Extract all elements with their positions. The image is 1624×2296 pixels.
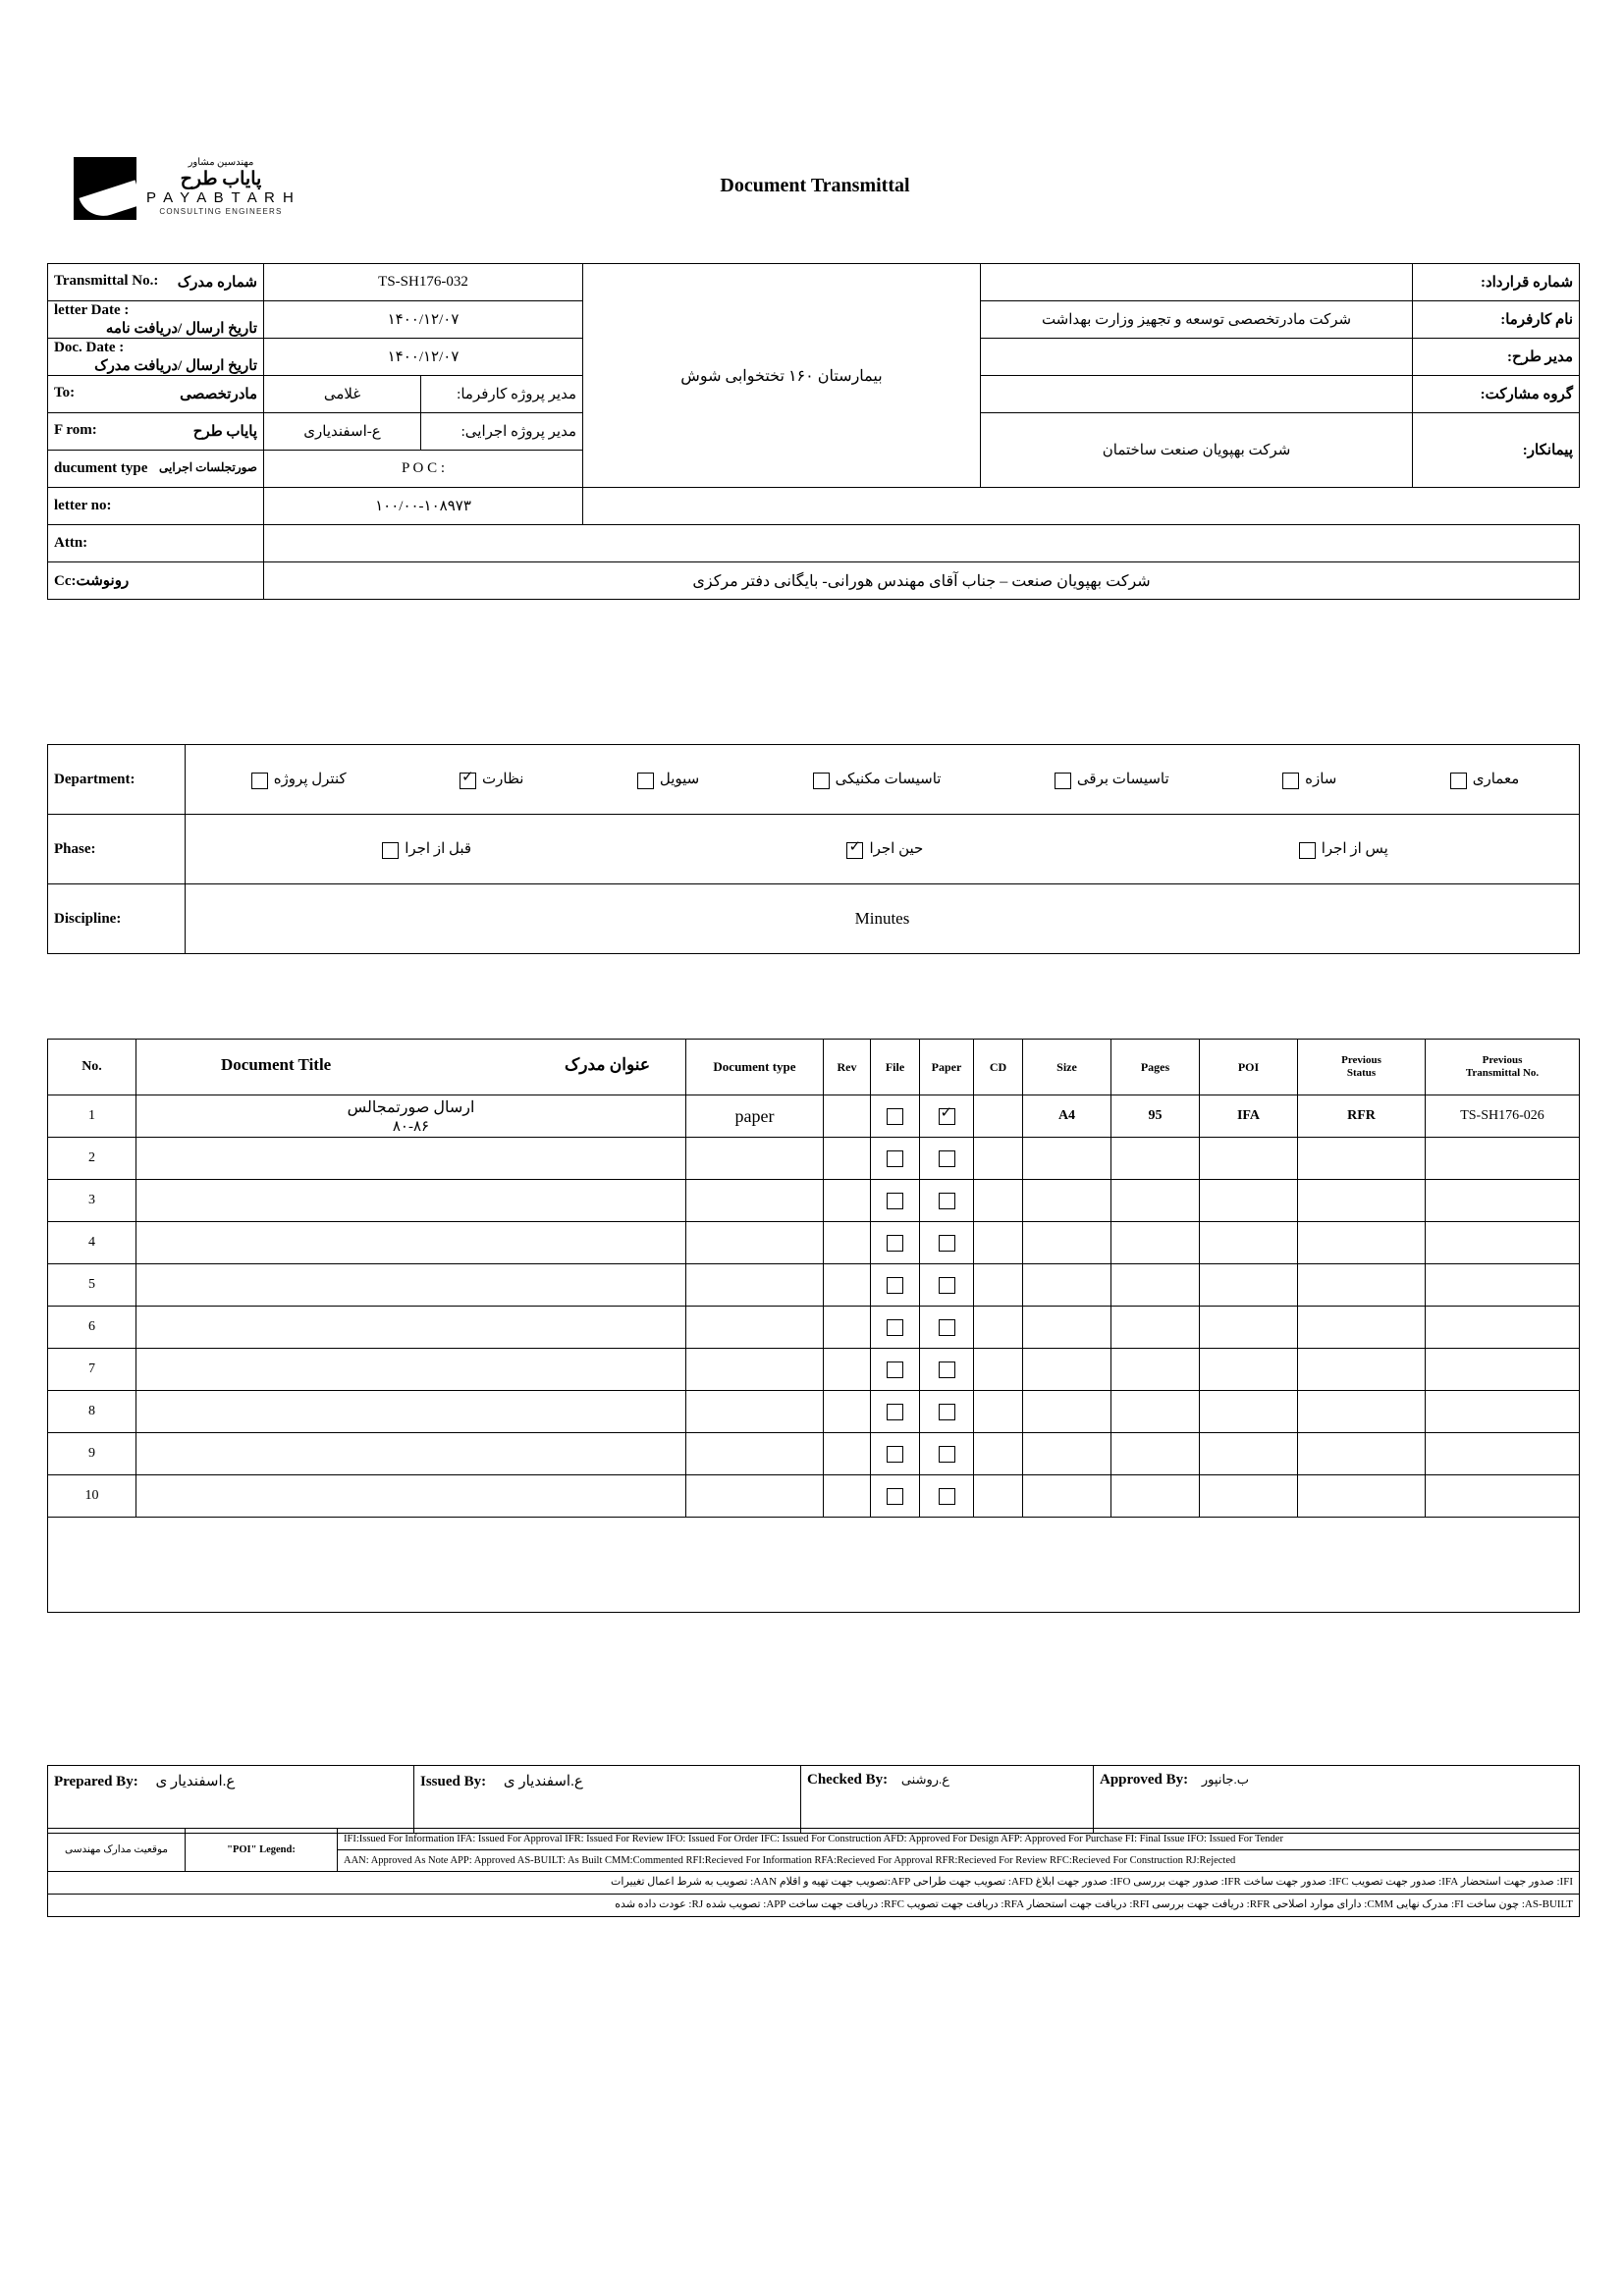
row-7-size[interactable] <box>1023 1349 1111 1391</box>
label-document-type-en: ducument type <box>54 460 148 476</box>
row-4-size[interactable] <box>1023 1222 1111 1264</box>
row-3-rev[interactable] <box>824 1180 871 1222</box>
row-3-paper[interactable] <box>920 1180 974 1222</box>
row-2-title[interactable] <box>136 1138 686 1180</box>
row-4-previous-transmittal[interactable] <box>1426 1222 1580 1264</box>
row-10-cd[interactable] <box>974 1475 1023 1518</box>
row-5-file-checkbox[interactable] <box>887 1277 903 1294</box>
label-to <box>48 376 264 413</box>
label-letter-date <box>48 301 264 339</box>
header-previous-status <box>1298 1040 1426 1095</box>
row-8-pages[interactable] <box>1111 1391 1200 1433</box>
row-9-previous-transmittal[interactable] <box>1426 1433 1580 1475</box>
header-poi: POI <box>1200 1040 1298 1095</box>
value-project-manager <box>981 339 1413 376</box>
row-3-title[interactable] <box>136 1180 686 1222</box>
row-8-cd[interactable] <box>974 1391 1023 1433</box>
row-4-paper-checkbox[interactable] <box>939 1235 955 1252</box>
logo-line-4: CONSULTING ENGINEERS <box>159 206 283 216</box>
row-3-cd[interactable] <box>974 1180 1023 1222</box>
signature-approved-by-value: ب.جانپور <box>1201 1772 1249 1787</box>
dept-checkbox-structure[interactable] <box>1282 773 1299 789</box>
logo-line-2: پایاب طرح <box>180 168 262 189</box>
dept-checkbox-electrical[interactable] <box>1055 773 1071 789</box>
header-document-title-fa: عنوان مدرک <box>565 1054 650 1074</box>
department-row <box>48 745 1580 815</box>
value-discipline: Minutes <box>186 884 1580 954</box>
header-previous-transmittal-l2: Transmittal No. <box>1465 1067 1540 1079</box>
row-6-poi[interactable] <box>1200 1307 1298 1349</box>
row-4-title[interactable] <box>136 1222 686 1264</box>
row-1-paper[interactable] <box>920 1095 974 1138</box>
row-8-paper-checkbox[interactable] <box>939 1404 955 1420</box>
row-8-file-checkbox[interactable] <box>887 1404 903 1420</box>
row-1-poi: IFA <box>1200 1095 1298 1138</box>
row-1-cd <box>974 1095 1023 1138</box>
row-7-doc-type[interactable] <box>686 1349 824 1391</box>
phase-options <box>186 815 1580 884</box>
row-9-pages[interactable] <box>1111 1433 1200 1475</box>
label-employer-name: نام کارفرما: <box>1413 301 1580 339</box>
dept-option-structure[interactable] <box>1276 770 1336 788</box>
row-6-previous-status[interactable] <box>1298 1307 1426 1349</box>
value-letter-no: ۱۰۰/۰۰-۱۰۸۹۷۳ <box>264 488 583 525</box>
value-contractor: شرکت بهپویان صنعت ساختمان <box>981 413 1413 488</box>
dept-option-architecture[interactable] <box>1444 770 1520 788</box>
label-department: Department: <box>48 745 186 815</box>
label-contract-no: شماره قرارداد: <box>1413 264 1580 301</box>
table-row <box>48 1475 1580 1518</box>
signature-checked-by-label: Checked By: <box>807 1772 889 1788</box>
row-9-rev[interactable] <box>824 1433 871 1475</box>
row-9-file[interactable] <box>871 1433 920 1475</box>
row-1-pages: 95 <box>1111 1095 1200 1138</box>
signature-approved-by <box>1094 1766 1580 1834</box>
row-10-title[interactable] <box>136 1475 686 1518</box>
dept-option-project-control[interactable] <box>245 770 347 788</box>
value-joint-venture <box>981 376 1413 413</box>
table-row <box>48 488 1580 525</box>
header-paper: Paper <box>920 1040 974 1095</box>
value-from: ع-اسفندیاری <box>264 413 421 451</box>
table-row <box>48 1264 1580 1307</box>
row-10-paper[interactable] <box>920 1475 974 1518</box>
row-2-file[interactable] <box>871 1138 920 1180</box>
row-4-file[interactable] <box>871 1222 920 1264</box>
header-document-type: Document type <box>686 1040 824 1095</box>
row-8-previous-status[interactable] <box>1298 1391 1426 1433</box>
row-2-no: 2 <box>48 1138 136 1180</box>
value-to: غلامی <box>264 376 421 413</box>
row-9-poi[interactable] <box>1200 1433 1298 1475</box>
table-row <box>48 1095 1580 1138</box>
row-6-size[interactable] <box>1023 1307 1111 1349</box>
label-contractor: پیمانکار: <box>1413 413 1580 488</box>
row-10-paper-checkbox[interactable] <box>939 1488 955 1505</box>
department-options <box>186 745 1580 815</box>
row-1-file[interactable] <box>871 1095 920 1138</box>
row-1-rev <box>824 1095 871 1138</box>
row-9-paper-checkbox[interactable] <box>939 1446 955 1463</box>
page-title: Document Transmittal <box>720 175 910 196</box>
signature-approved-by-label: Approved By: <box>1100 1772 1189 1788</box>
row-10-poi[interactable] <box>1200 1475 1298 1518</box>
table-row <box>48 1433 1580 1475</box>
row-5-cd[interactable] <box>974 1264 1023 1307</box>
header-previous-status-l1: Previous <box>1341 1054 1381 1067</box>
row-7-file[interactable] <box>871 1349 920 1391</box>
label-from-en: F rom: <box>54 422 97 438</box>
label-transmittal-no <box>48 264 264 301</box>
row-7-file-checkbox[interactable] <box>887 1362 903 1378</box>
row-4-no: 4 <box>48 1222 136 1264</box>
row-3-no: 3 <box>48 1180 136 1222</box>
dept-label-structure: سازه <box>1305 772 1337 788</box>
legend-en-line-1: IFI:Issued For Information IFA: Issued For Approval IFR: Issued For Review IFO: Issued For Order IFC: Issued For Construction AFD: Approved For Design AFP: Approved For Purchase FI: Final Issue IFO: Issued For Tender <box>338 1829 1580 1850</box>
phase-option-after[interactable] <box>1293 839 1388 858</box>
row-1-paper-checkbox[interactable] <box>939 1108 955 1125</box>
row-5-doc-type[interactable] <box>686 1264 824 1307</box>
dept-label-architecture: معماری <box>1472 772 1520 788</box>
value-employer-name: شرکت مادرتخصصی توسعه و تجهیز وزارت بهداشت <box>981 301 1413 339</box>
row-9-size[interactable] <box>1023 1433 1111 1475</box>
table-row <box>48 525 1580 562</box>
row-4-previous-status[interactable] <box>1298 1222 1426 1264</box>
label-to-fa: مادرتخصصی <box>180 387 257 402</box>
row-4-cd[interactable] <box>974 1222 1023 1264</box>
row-5-poi[interactable] <box>1200 1264 1298 1307</box>
notes-area[interactable] <box>48 1518 1580 1613</box>
label-joint-venture: گروه مشارکت: <box>1413 376 1580 413</box>
row-1-size: A4 <box>1023 1095 1111 1138</box>
legend-fa-line-2: AS-BUILT: چون ساخت FI: مدرک نهایی CMM: دارای موارد اصلاحی RFR: دریافت جهت بررسی RFI: دریافت جهت استحضار RFA: دریافت جهت تصویب RFC: دریافت جهت ساخت APP: تصویب شده RJ: عودت داده شده <box>48 1895 1580 1917</box>
signature-prepared-by-label: Prepared By: <box>54 1774 138 1789</box>
table-row <box>48 562 1580 600</box>
legend-row-fa-2 <box>48 1895 1580 1917</box>
row-4-doc-type[interactable] <box>686 1222 824 1264</box>
phase-option-before[interactable] <box>376 839 471 858</box>
label-executive-pm: مدیر پروژه اجرایی: <box>421 413 583 451</box>
row-7-title[interactable] <box>136 1349 686 1391</box>
dept-label-project-control: کنترل پروژه <box>273 772 347 788</box>
row-9-paper[interactable] <box>920 1433 974 1475</box>
label-letter-date-fa: تاریخ ارسال /دریافت نامه <box>105 320 257 337</box>
label-transmittal-no-fa: شماره مدرک <box>177 275 257 291</box>
dept-option-electrical[interactable] <box>1049 770 1169 788</box>
header-pages: Pages <box>1111 1040 1200 1095</box>
phase-label-before: قبل از اجرا <box>405 841 472 858</box>
legend-row-fa <box>48 1872 1580 1895</box>
dept-checkbox-mechanical[interactable] <box>813 773 830 789</box>
row-6-paper[interactable] <box>920 1307 974 1349</box>
logo-text <box>146 157 296 216</box>
row-6-previous-transmittal[interactable] <box>1426 1307 1580 1349</box>
phase-checkbox-after[interactable] <box>1299 842 1316 859</box>
row-4-file-checkbox[interactable] <box>887 1235 903 1252</box>
row-3-previous-status[interactable] <box>1298 1180 1426 1222</box>
row-4-pages[interactable] <box>1111 1222 1200 1264</box>
label-transmittal-no-en: Transmittal No.: <box>54 273 159 289</box>
signature-checked-by <box>801 1766 1094 1834</box>
header-file: File <box>871 1040 920 1095</box>
row-4-paper[interactable] <box>920 1222 974 1264</box>
row-8-size[interactable] <box>1023 1391 1111 1433</box>
project-name: بیمارستان ۱۶۰ تختخوابی شوش <box>680 367 883 385</box>
row-6-pages[interactable] <box>1111 1307 1200 1349</box>
label-discipline: Discipline: <box>48 884 186 954</box>
row-8-rev[interactable] <box>824 1391 871 1433</box>
signature-prepared-by-value: ع.اسفندیار ی <box>155 1774 236 1789</box>
label-employer-pm: مدیر پروژه کارفرما: <box>421 376 583 413</box>
document-header <box>59 157 1571 245</box>
label-phase: Phase: <box>48 815 186 884</box>
row-6-doc-type[interactable] <box>686 1307 824 1349</box>
table-row <box>48 1349 1580 1391</box>
label-from-fa: پایاب طرح <box>192 424 257 440</box>
logo-line-3: P A Y A B T A R H <box>146 189 296 207</box>
label-letter-no: letter no: <box>48 488 264 525</box>
phase-label-after: پس از اجرا <box>1321 841 1388 858</box>
phase-checkbox-before[interactable] <box>382 842 399 859</box>
row-2-file-checkbox[interactable] <box>887 1150 903 1167</box>
row-2-poi[interactable] <box>1200 1138 1298 1180</box>
label-to-en: To: <box>54 385 76 400</box>
row-5-rev[interactable] <box>824 1264 871 1307</box>
company-logo <box>74 157 296 220</box>
row-2-paper-checkbox[interactable] <box>939 1150 955 1167</box>
discipline-row <box>48 884 1580 954</box>
row-2-previous-transmittal[interactable] <box>1426 1138 1580 1180</box>
label-doc-date-fa: تاریخ ارسال /دریافت مدرک <box>94 357 257 374</box>
header-previous-status-l2: Status <box>1346 1067 1377 1079</box>
row-7-poi[interactable] <box>1200 1349 1298 1391</box>
row-1-doc-type: paper <box>686 1095 824 1138</box>
phase-label-during: حین اجرا <box>869 841 924 858</box>
row-4-poi[interactable] <box>1200 1222 1298 1264</box>
row-10-pages[interactable] <box>1111 1475 1200 1518</box>
row-6-title[interactable] <box>136 1307 686 1349</box>
dept-option-civil[interactable] <box>631 770 699 788</box>
table-row <box>48 1391 1580 1433</box>
header-previous-transmittal-l1: Previous <box>1482 1054 1523 1067</box>
label-project-manager: مدیر طرح: <box>1413 339 1580 376</box>
row-1-title[interactable] <box>136 1095 686 1138</box>
phase-option-during[interactable] <box>840 839 923 858</box>
dept-option-supervision[interactable] <box>454 770 523 788</box>
signature-issued-by-value: ع.اسفندیار ی <box>503 1774 583 1789</box>
legend-row-en <box>48 1829 1580 1850</box>
table-row <box>48 1138 1580 1180</box>
dept-checkbox-supervision[interactable] <box>460 773 476 789</box>
label-doc-date-en: Doc. Date : <box>54 339 125 355</box>
signature-prepared-by <box>48 1766 414 1834</box>
row-10-rev[interactable] <box>824 1475 871 1518</box>
row-1-no: 1 <box>48 1095 136 1138</box>
dept-checkbox-civil[interactable] <box>637 773 654 789</box>
table-row <box>48 264 1580 301</box>
documents-table <box>47 1039 1580 1613</box>
dept-checkbox-architecture[interactable] <box>1450 773 1467 789</box>
header-document-title-en: Document Title <box>221 1054 332 1074</box>
dept-checkbox-project-control[interactable] <box>251 773 268 789</box>
row-8-previous-transmittal[interactable] <box>1426 1391 1580 1433</box>
phase-checkbox-during[interactable] <box>846 842 863 859</box>
signature-issued-by <box>414 1766 801 1834</box>
row-7-paper-checkbox[interactable] <box>939 1362 955 1378</box>
legend-side-note: موقعیت مدارک مهندسی <box>48 1829 186 1872</box>
row-2-paper[interactable] <box>920 1138 974 1180</box>
row-3-file-checkbox[interactable] <box>887 1193 903 1209</box>
logo-mark-icon <box>74 157 136 220</box>
row-9-previous-status[interactable] <box>1298 1433 1426 1475</box>
row-7-rev[interactable] <box>824 1349 871 1391</box>
value-contract-no <box>981 264 1413 301</box>
table-row <box>48 1222 1580 1264</box>
label-document-type-fa: صورتجلسات اجرایی <box>159 460 257 474</box>
legend-fa-line-1: IFI: صدور جهت استحضار IFA: صدور جهت تصویب IFC: صدور جهت ساخت IFR: صدور جهت بررسی IFO: صدور جهت ابلاغ AFD: تصویب جهت طراحی AFP:تصویب جهت تهیه و اقلام AAN: تصویب به شرط اعمال تغییرات <box>48 1872 1580 1895</box>
header-cd: CD <box>974 1040 1023 1095</box>
row-1-title-line2: ۸۰-۸۶ <box>392 1118 430 1135</box>
row-6-cd[interactable] <box>974 1307 1023 1349</box>
legend-en-line-2: AAN: Approved As Note APP: Approved AS-BUILT: As Built CMM:Commented RFI:Recieved For Information RFA:Recieved For Approval RFR:Recieved For Review RFC:Recieved For Construction RJ:Rejected <box>338 1850 1580 1872</box>
row-3-size[interactable] <box>1023 1180 1111 1222</box>
dept-label-electrical: تاسیسات برقی <box>1076 772 1169 788</box>
row-4-rev[interactable] <box>824 1222 871 1264</box>
row-2-doc-type[interactable] <box>686 1138 824 1180</box>
label-cc: Cc:رونوشت <box>48 562 264 600</box>
notes-row <box>48 1518 1580 1613</box>
row-9-file-checkbox[interactable] <box>887 1446 903 1463</box>
header-size: Size <box>1023 1040 1111 1095</box>
header-previous-transmittal <box>1426 1040 1580 1095</box>
row-7-previous-transmittal[interactable] <box>1426 1349 1580 1391</box>
row-6-paper-checkbox[interactable] <box>939 1319 955 1336</box>
documents-header-row <box>48 1040 1580 1095</box>
row-7-previous-status[interactable] <box>1298 1349 1426 1391</box>
header-document-title <box>136 1040 686 1095</box>
table-row <box>48 1180 1580 1222</box>
dept-option-mechanical[interactable] <box>807 770 942 788</box>
row-2-pages[interactable] <box>1111 1138 1200 1180</box>
signature-issued-by-label: Issued By: <box>420 1774 487 1789</box>
label-from <box>48 413 264 451</box>
transmittal-info-table <box>47 263 1580 600</box>
row-7-pages[interactable] <box>1111 1349 1200 1391</box>
dept-label-mechanical: تاسیسات مکنیکی <box>835 772 942 788</box>
row-6-file[interactable] <box>871 1307 920 1349</box>
row-5-no: 5 <box>48 1264 136 1307</box>
row-1-previous-transmittal: TS-SH176-026 <box>1426 1095 1580 1138</box>
row-10-previous-transmittal[interactable] <box>1426 1475 1580 1518</box>
row-2-previous-status[interactable] <box>1298 1138 1426 1180</box>
row-9-title[interactable] <box>136 1433 686 1475</box>
row-10-no: 10 <box>48 1475 136 1518</box>
row-3-poi[interactable] <box>1200 1180 1298 1222</box>
dept-label-supervision: نظارت <box>482 772 524 788</box>
row-3-doc-type[interactable] <box>686 1180 824 1222</box>
row-3-pages[interactable] <box>1111 1180 1200 1222</box>
row-3-paper-checkbox[interactable] <box>939 1193 955 1209</box>
classification-table <box>47 744 1580 954</box>
row-9-doc-type[interactable] <box>686 1433 824 1475</box>
row-5-file[interactable] <box>871 1264 920 1307</box>
row-2-rev[interactable] <box>824 1138 871 1180</box>
row-9-no: 9 <box>48 1433 136 1475</box>
row-6-rev[interactable] <box>824 1307 871 1349</box>
row-9-cd[interactable] <box>974 1433 1023 1475</box>
row-5-size[interactable] <box>1023 1264 1111 1307</box>
value-transmittal-no: TS-SH176-032 <box>264 264 583 301</box>
row-10-file[interactable] <box>871 1475 920 1518</box>
label-attn: Attn: <box>48 525 264 562</box>
dept-label-civil: سیویل <box>659 772 700 788</box>
header-no: No. <box>48 1040 136 1095</box>
row-1-previous-status: RFR <box>1298 1095 1426 1138</box>
row-7-no: 7 <box>48 1349 136 1391</box>
label-document-type <box>48 451 264 488</box>
row-10-doc-type[interactable] <box>686 1475 824 1518</box>
row-8-no: 8 <box>48 1391 136 1433</box>
row-5-paper[interactable] <box>920 1264 974 1307</box>
project-name-cell <box>583 264 981 488</box>
row-5-paper-checkbox[interactable] <box>939 1277 955 1294</box>
row-1-title-line1: ارسال صورتمجالس <box>347 1098 475 1116</box>
row-10-file-checkbox[interactable] <box>887 1488 903 1505</box>
row-1-file-checkbox[interactable] <box>887 1108 903 1125</box>
header-rev: Rev <box>824 1040 871 1095</box>
row-5-title[interactable] <box>136 1264 686 1307</box>
table-row <box>48 1766 1580 1834</box>
row-6-no: 6 <box>48 1307 136 1349</box>
table-row <box>48 1307 1580 1349</box>
value-cc: شرکت بهپویان صنعت – جناب آقای مهندس هورانی- بایگانی دفتر مرکزی <box>264 562 1580 600</box>
row-8-title[interactable] <box>136 1391 686 1433</box>
row-10-previous-status[interactable] <box>1298 1475 1426 1518</box>
legend-table <box>47 1828 1580 1917</box>
row-10-size[interactable] <box>1023 1475 1111 1518</box>
row-3-file[interactable] <box>871 1180 920 1222</box>
row-8-poi[interactable] <box>1200 1391 1298 1433</box>
value-document-type: P O C : <box>264 451 583 488</box>
row-5-pages[interactable] <box>1111 1264 1200 1307</box>
row-8-doc-type[interactable] <box>686 1391 824 1433</box>
phase-row <box>48 815 1580 884</box>
row-2-size[interactable] <box>1023 1138 1111 1180</box>
row-5-previous-transmittal[interactable] <box>1426 1264 1580 1307</box>
label-letter-date-en: letter Date : <box>54 301 130 318</box>
signature-checked-by-value: ع.روشنی <box>900 1772 950 1787</box>
signature-table <box>47 1765 1580 1834</box>
row-6-file-checkbox[interactable] <box>887 1319 903 1336</box>
row-3-previous-transmittal[interactable] <box>1426 1180 1580 1222</box>
row-8-file[interactable] <box>871 1391 920 1433</box>
row-2-cd[interactable] <box>974 1138 1023 1180</box>
value-letter-date: ۱۴۰۰/۱۲/۰۷ <box>264 301 583 339</box>
value-doc-date: ۱۴۰۰/۱۲/۰۷ <box>264 339 583 376</box>
row-5-previous-status[interactable] <box>1298 1264 1426 1307</box>
row-7-paper[interactable] <box>920 1349 974 1391</box>
value-attn <box>264 525 1580 562</box>
label-doc-date <box>48 339 264 376</box>
logo-line-1: مهندسین مشاور <box>188 157 254 168</box>
row-8-paper[interactable] <box>920 1391 974 1433</box>
legend-title: "POI" Legend: <box>186 1829 338 1872</box>
row-7-cd[interactable] <box>974 1349 1023 1391</box>
